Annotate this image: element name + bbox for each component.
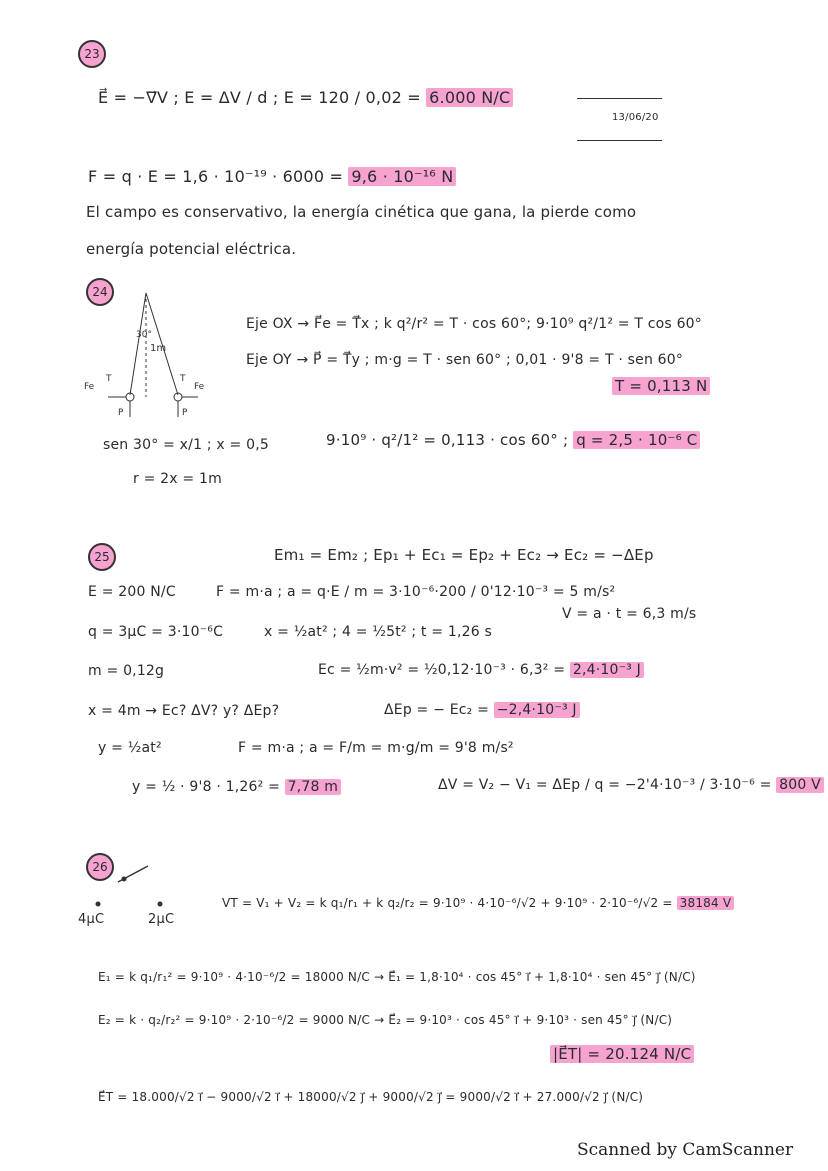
t-left-label: T (106, 374, 112, 384)
p25-dep-text: ΔEp = − Ec₂ = (384, 702, 490, 718)
p24-ox-equation: Eje OX → F⃗e = T⃗x ; k q²/r² = T · cos 60°; 9·10⁹ q²/1² = T cos 60° (246, 316, 702, 332)
point-p-dot (122, 877, 127, 882)
p23-e-result: 6.000 N/C (426, 88, 513, 107)
stamp-line-top (577, 98, 662, 99)
charge-2-dot (158, 902, 163, 907)
p26-et-vector: E⃗T = 18.000/√2 i⃗ − 9000/√2 i⃗ + 18000/√2 j⃗ + 9000/√2 j⃗ = 9000/√2 i⃗ + 27.000/√2 j⃗ (N/C) (98, 1090, 644, 1104)
p23-field-equations (98, 88, 513, 107)
p26-e1-equation: E₁ = k q₁/r₁² = 9·10⁹ · 4·10⁻⁶/2 = 18000 N/C → E⃗₁ = 1,8·10⁴ · cos 45° i⃗ + 1,8·10⁴ · sen 45° j⃗ (N/C) (98, 970, 696, 984)
p25-dv-result: 800 V (776, 777, 824, 793)
p-left-label: P (118, 408, 124, 418)
charges-diagram (82, 860, 192, 920)
p25-ec-equation (318, 662, 644, 678)
p25-dv-equation (438, 777, 824, 793)
p23-explanation-2: energía potencial eléctrica. (86, 240, 297, 258)
p25-ec-result: 2,4·10⁻³ J (570, 662, 644, 678)
problem-number-24: 24 (86, 278, 114, 306)
p24-q-text: 9·10⁹ · q²/1² = 0,113 · cos 60° ; (326, 431, 569, 449)
p25-dep-equation (384, 702, 580, 718)
charge-1-label: 4μC (78, 912, 105, 927)
p25-field-data: E = 200 N/C (88, 584, 176, 600)
p25-fma-equation: F = m·a ; a = q·E / m = 3·10⁻⁶·200 / 0'12·10⁻³ = 5 m/s² (216, 584, 616, 600)
p25-charge-data: q = 3μC = 3·10⁻⁶C (88, 624, 224, 640)
p23-explanation-1: El campo es conservativo, la energía cinética que gana, la pierde como (86, 203, 637, 221)
scanner-watermark: Scanned by CamScanner (577, 1140, 794, 1160)
p25-velocity: V = a · t = 6,3 m/s (562, 606, 697, 622)
p26-vt-result: 38184 V (677, 896, 735, 910)
problem-number-23: 23 (78, 40, 106, 68)
charge-2-label: 2μC (148, 912, 175, 927)
p23-force-result: 9,6 · 10⁻¹⁶ N (348, 167, 456, 186)
charge-1-dot (96, 902, 101, 907)
angle-label: 30° (136, 330, 152, 340)
p24-oy-equation: Eje OY → P⃗ = T⃗y ; m·g = T · sen 60° ; 0,01 · 9'8 = T · sen 60° (246, 352, 684, 368)
p25-fma2-equation: F = m·a ; a = F/m = m·g/m = 9'8 m/s² (238, 740, 514, 756)
problem-number-26: 26 (86, 853, 114, 881)
p26-et-magnitude: |E⃗T| = 20.124 N/C (550, 1045, 694, 1063)
p26-potential-equation (222, 896, 734, 910)
date-stamp: 13/06/20 (612, 112, 659, 123)
p25-y-formula: y = ½at² (98, 740, 162, 756)
p24-sin-equation: sen 30° = x/1 ; x = 0,5 (103, 437, 269, 453)
p24-q-equation (326, 431, 700, 449)
stamp-line-bottom (577, 140, 662, 141)
p24-tension-result: T = 0,113 N (612, 377, 710, 395)
p25-mass-data: m = 0,12g (88, 663, 165, 679)
length-label: 1m (150, 343, 167, 354)
p25-y-result: 7,78 m (285, 779, 341, 795)
p25-y-text: y = ½ · 9'8 · 1,26² = (132, 779, 281, 795)
left-string (130, 293, 146, 395)
p26-e2-equation: E₂ = k · q₂/r₂² = 9·10⁹ · 2·10⁻⁶/2 = 9000 N/C → E⃗₂ = 9·10³ · cos 45° i⃗ + 9·10³ · sen 45° j⃗ (N/C) (98, 1013, 673, 1027)
p23-force-equation (88, 167, 456, 186)
p23-force-text: F = q · E = 1,6 · 10⁻¹⁹ · 6000 = (88, 167, 344, 186)
p25-dv-text: ΔV = V₂ − V₁ = ΔEp / q = −2'4·10⁻³ / 3·10⁻⁶ = (438, 777, 772, 793)
p25-y-calc (132, 779, 341, 795)
p25-ec-text: Ec = ½m·v² = ½0,12·10⁻³ · 6,3² = (318, 662, 566, 678)
fe-left-label: Fe (84, 382, 95, 392)
p23-eq-text: E⃗ = −∇⃗V ; E = ΔV / d ; E = 120 / 0,02 = (98, 88, 421, 107)
t-right-label: T (180, 374, 186, 384)
p25-question: x = 4m → Ec? ΔV? y? ΔEp? (88, 703, 280, 719)
p24-q-result: q = 2,5 · 10⁻⁶ C (573, 431, 700, 449)
p25-time-equation: x = ½at² ; 4 = ½5t² ; t = 1,26 s (264, 624, 492, 640)
fe-right-label: Fe (194, 382, 205, 392)
p24-r-equation: r = 2x = 1m (133, 471, 222, 487)
p25-dep-result: −2,4·10⁻³ J (494, 702, 580, 718)
pendulum-diagram (80, 285, 215, 425)
problem-number-25: 25 (88, 543, 116, 571)
p26-vt-text: VT = V₁ + V₂ = k q₁/r₁ + k q₂/r₂ = 9·10⁹ · 4·10⁻⁶/√2 + 9·10⁹ · 2·10⁻⁶/√2 = (222, 896, 673, 910)
p25-energy-equation: Em₁ = Em₂ ; Ep₁ + Ec₁ = Ep₂ + Ec₂ → Ec₂ = −ΔEp (274, 546, 654, 564)
p-right-label: P (182, 408, 188, 418)
